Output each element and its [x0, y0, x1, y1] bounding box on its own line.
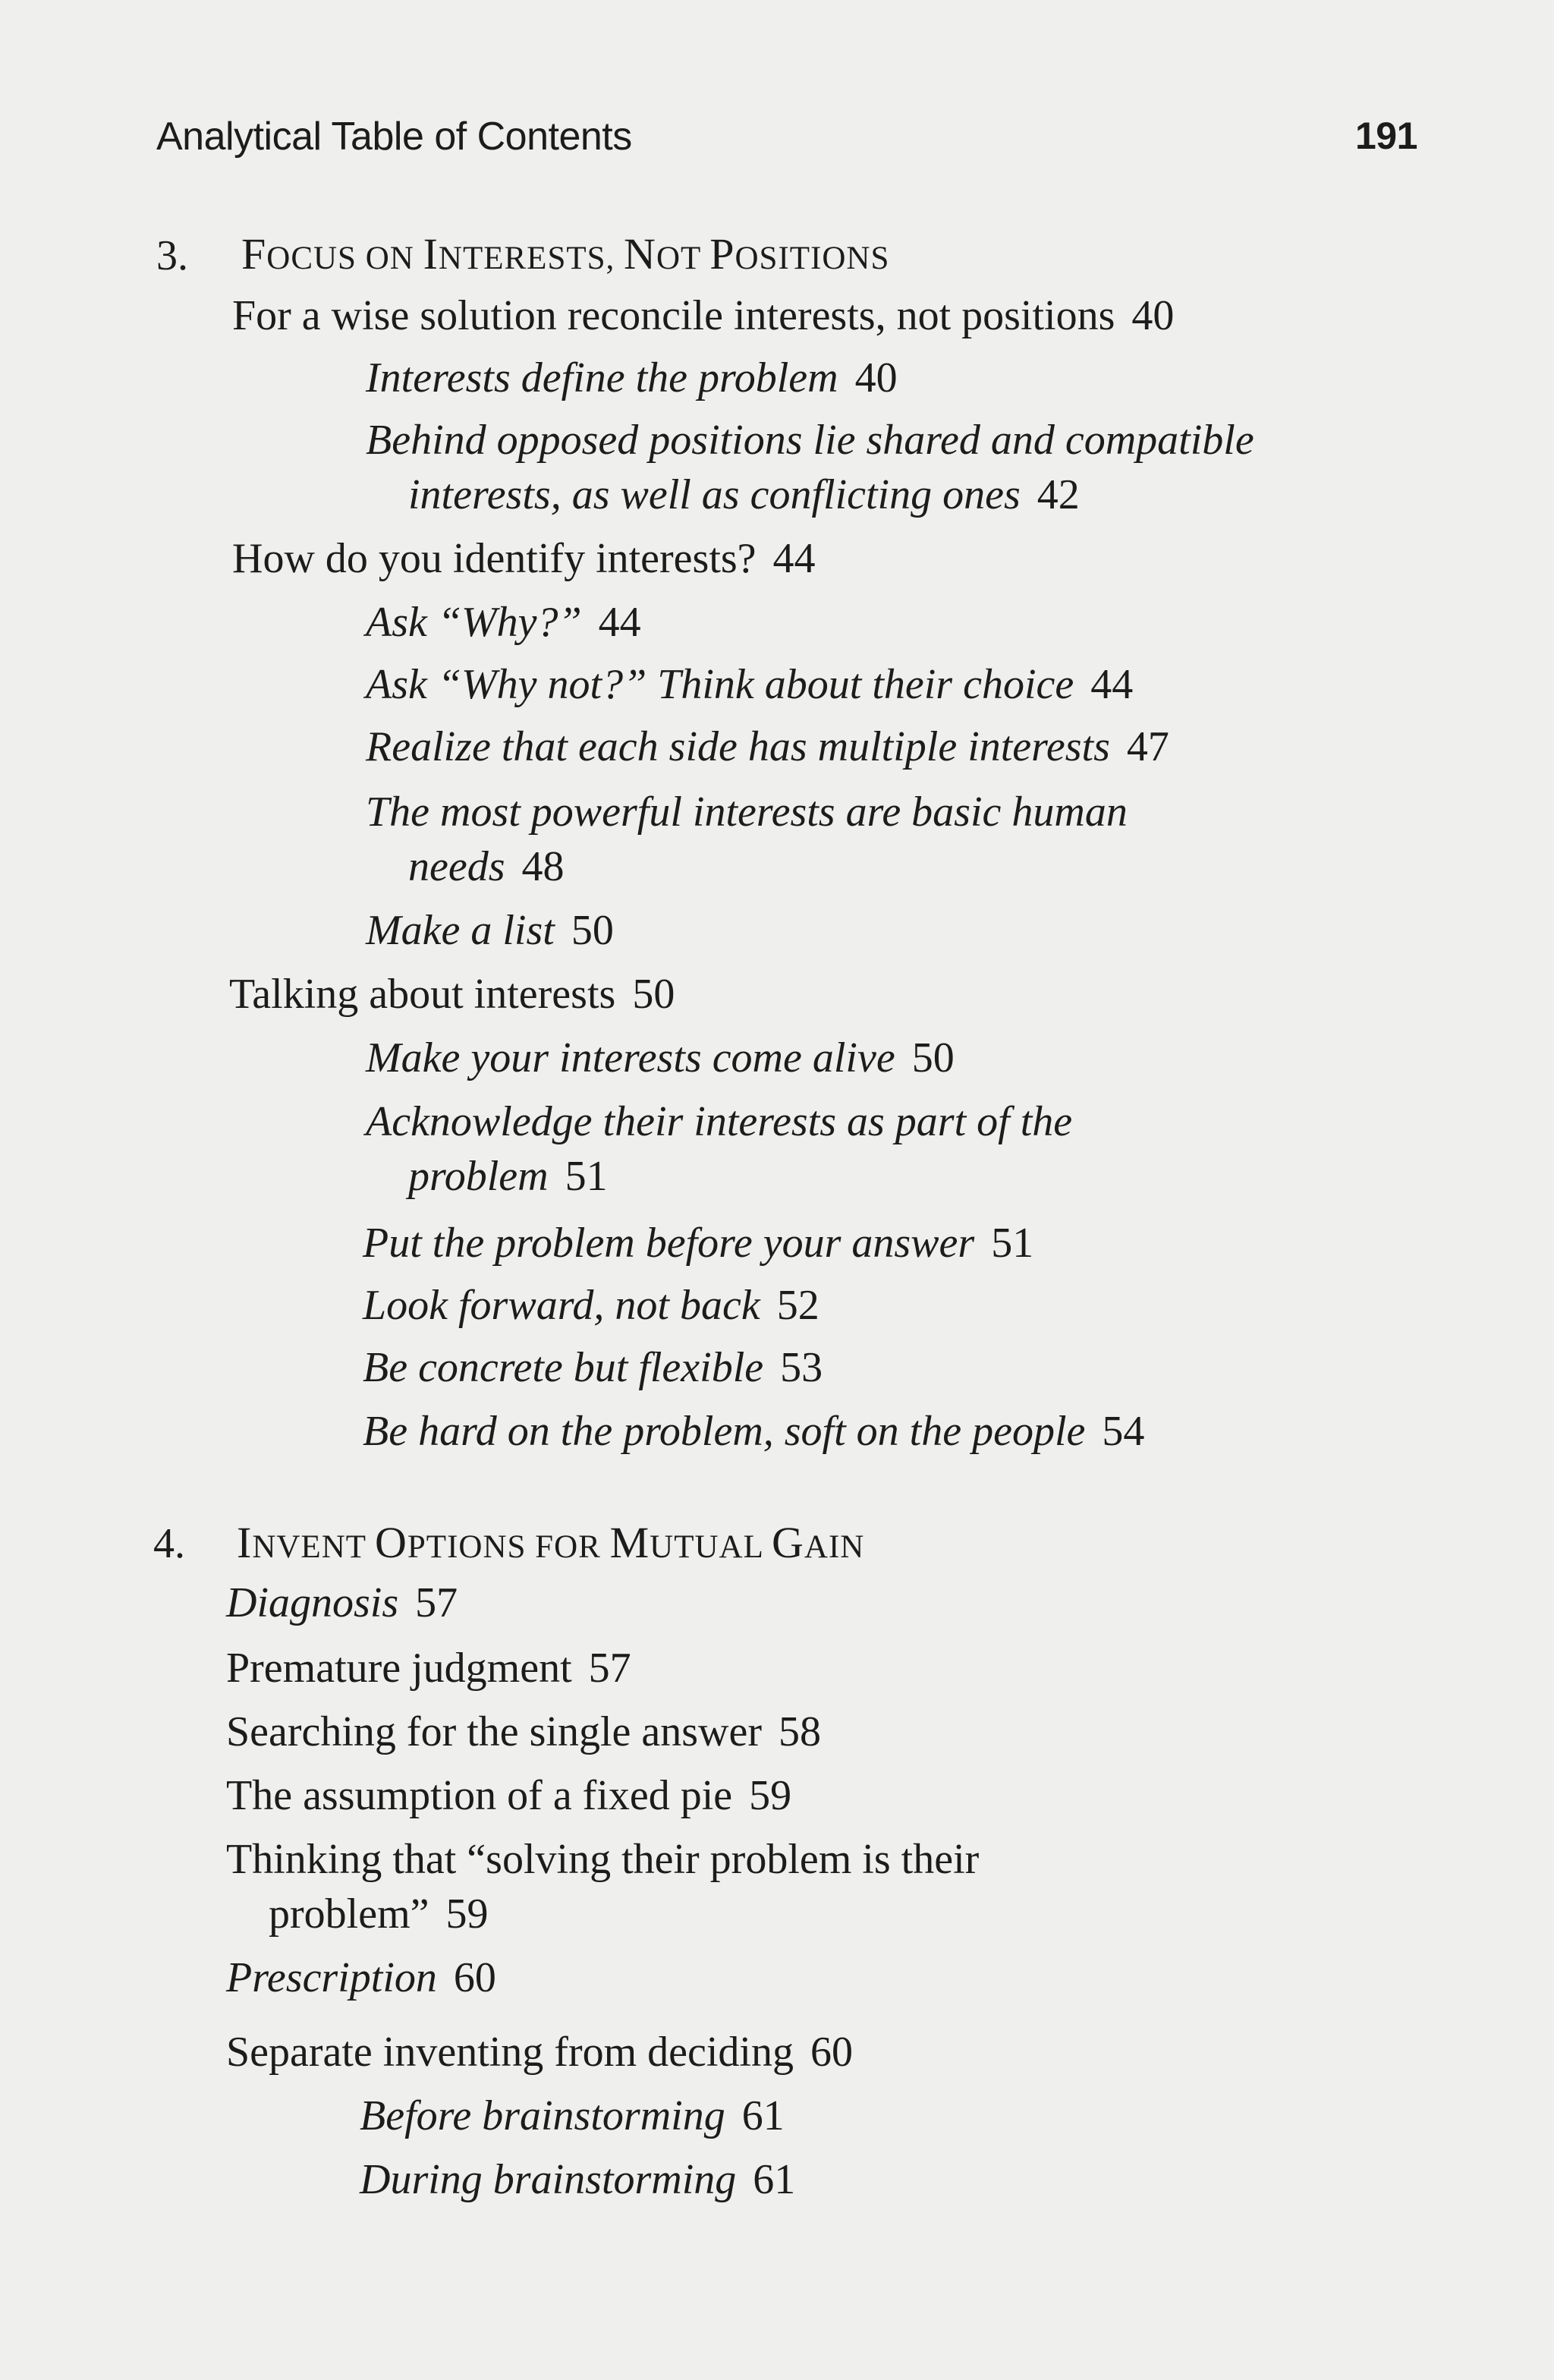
toc-entry-continuation: problem” 59: [269, 1890, 489, 1938]
toc-entry: Diagnosis 57: [226, 1579, 458, 1626]
running-header-title: Analytical Table of Contents: [156, 115, 632, 159]
toc-entry: Realize that each side has multiple interests 47: [366, 723, 1169, 770]
toc-entry-continuation: interests, as well as conflicting ones 42: [408, 471, 1080, 518]
toc-entry: Look forward, not back 52: [363, 1282, 819, 1329]
toc-entry: Ask “Why?” 44: [366, 599, 641, 646]
toc-entry: Behind opposed positions lie shared and compatible: [366, 417, 1254, 464]
toc-entry: Be concrete but flexible 53: [363, 1344, 823, 1391]
toc-entry: Interests define the problem 40: [366, 354, 898, 401]
toc-entry: Put the problem before your answer 51: [363, 1220, 1034, 1267]
toc-entry: Acknowledge their interests as part of the: [366, 1098, 1073, 1145]
toc-entry-continuation: problem 51: [408, 1153, 608, 1200]
toc-entry: During brainstorming 61: [360, 2156, 796, 2203]
chapter-3-title: FOCUS ON INTERESTS, NOT POSITIONS: [241, 229, 890, 279]
toc-entry: Talking about interests 50: [229, 971, 675, 1018]
toc-entry: The most powerful interests are basic human: [366, 789, 1128, 836]
toc-entry: Make your interests come alive 50: [366, 1034, 955, 1081]
chapter-4-title: INVENT OPTIONS FOR MUTUAL GAIN: [237, 1518, 865, 1567]
page-number: 191: [1355, 115, 1417, 157]
toc-entry-continuation: needs 48: [408, 843, 565, 890]
toc-entry: Before brainstorming 61: [360, 2092, 785, 2139]
toc-entry: Be hard on the problem, soft on the people 54: [363, 1408, 1145, 1455]
toc-entry: Separate inventing from deciding 60: [226, 2029, 853, 2076]
chapter-3-number: 3.: [156, 232, 188, 279]
toc-entry: For a wise solution reconcile interests, not positions 40: [232, 292, 1175, 339]
chapter-4-number: 4.: [153, 1520, 185, 1567]
toc-entry: Prescription 60: [226, 1954, 496, 2001]
toc-entry: Searching for the single answer 58: [226, 1708, 821, 1755]
toc-entry: Ask “Why not?” Think about their choice 44: [366, 661, 1134, 708]
toc-entry: How do you identify interests? 44: [232, 535, 816, 582]
toc-entry: Make a list 50: [366, 907, 614, 954]
toc-entry: The assumption of a fixed pie 59: [226, 1772, 792, 1819]
toc-entry: Thinking that “solving their problem is their: [226, 1836, 980, 1883]
toc-entry: Premature judgment 57: [226, 1645, 631, 1692]
